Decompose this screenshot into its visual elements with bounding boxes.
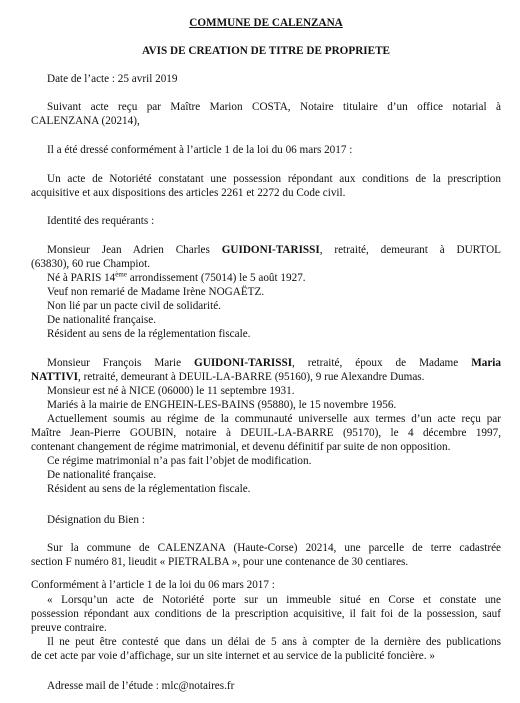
conforme-line: Conformément à l’article 1 de la loi du 06 mars 2017 : [31, 579, 275, 591]
notoriete-line: Un acte de Notoriété constatant une possession répondant aux conditions de la prescription [47, 173, 501, 185]
notoriete-paragraph [31, 172, 501, 200]
person2-no-change: Ce régime matrimonial n’a pas fait l’objet de modification. [47, 455, 312, 467]
intro-line: CALENZANA (20214), [31, 115, 140, 127]
quote-line: preuve contraire. [31, 622, 107, 634]
quote-line: possession répondant aux conditions de la prescription acquisitive, il fait foi de la possession, sauf [31, 608, 501, 620]
person2-address: NATTIVI, retraité, demeurant à DEUIL-LA-BARRE (95160), 9 rue Alexandre Dumas. [31, 371, 425, 383]
act-date: Date de l’acte : 25 avril 2019 [47, 73, 178, 85]
person2-regime: Actuellement soumis au régime de la communauté universelle aux termes d’un acte reçu par [47, 413, 501, 425]
person2-surname: GUIDONI-TARISSI [194, 357, 293, 369]
spouse-first-name: Maria [471, 357, 502, 369]
person1-address: (63830), 60 rue Champiot. [31, 258, 151, 270]
notoriete-line: acquisitive et aux dispositions des articles 2261 et 2272 du Code civil. [31, 187, 346, 199]
person2-birth: Monsieur est né à NICE (06000) le 11 septembre 1931. [47, 385, 295, 397]
bien-line: Sur la commune de CALENZANA (Haute-Corse) 20214, une parcelle de terre cadastrée [47, 542, 501, 554]
person1-block [31, 243, 501, 341]
person2-line: Monsieur François Marie GUIDONI-TARISSI, retraité, époux de Madame Maria [47, 357, 502, 369]
person1-nationality: De nationalité française. [47, 314, 157, 326]
commune-heading: COMMUNE DE CALENZANA [189, 17, 343, 29]
dresse-line: Il a été dressé conformément à l’article 1 de la loi du 06 mars 2017 : [47, 144, 353, 156]
identite-label: Identité des requérants : [47, 215, 155, 227]
person2-block [31, 356, 501, 496]
quote-line: de cet acte par voie d’affichage, sur un site internet et au service de la publicité foncière. » [31, 650, 435, 662]
person1-line: Monsieur Jean Adrien Charles GUIDONI-TARISSI, retraité, demeurant à DURTOL [47, 244, 501, 256]
quote-line: « Lorsqu’un acte de Notoriété porte sur un immeuble situé en Corse et constate une [47, 594, 501, 606]
notice-title: AVIS DE CREATION DE TITRE DE PROPRIETE [141, 45, 391, 57]
person2-regime: Maître Jean-Pierre GOUBIN, notaire à DEUIL-LA-BARRE (95170), le 4 décembre 1997, [31, 427, 501, 439]
quote-paragraph [31, 593, 501, 663]
intro-paragraph [31, 100, 501, 128]
email-line: Adresse mail de l’étude : mlc@notaires.fr [47, 680, 235, 692]
person2-nationality: De nationalité française. [47, 469, 157, 481]
bien-line: section F numéro 81, lieudit « PIETRALBA », pour une contenance de 30 centiares. [31, 556, 409, 568]
quote-line: Il ne peut être contesté que dans un délai de 5 ans à compter de la dernière des publications [47, 636, 501, 648]
person1-marital: Veuf non remarié de Madame Irène NOGAËTZ. [47, 286, 265, 298]
person2-regime: contenant changement de régime matrimonial, et devenu définitif par suite de non opposition. [31, 441, 451, 453]
person1-pacs: Non lié par un pacte civil de solidarité. [47, 300, 221, 312]
spouse-last-name: NATTIVI [31, 371, 79, 383]
person1-surname: GUIDONI-TARISSI [221, 244, 320, 256]
person1-birth: Né à PARIS 14ème arrondissement (75014) le 5 août 1927. [47, 270, 306, 284]
person2-marriage: Mariés à la mairie de ENGHEIN-LES-BAINS (95880), le 15 novembre 1956. [47, 399, 397, 411]
bien-paragraph [31, 541, 501, 569]
bien-label: Désignation du Bien : [47, 514, 145, 526]
person2-resident: Résident au sens de la réglementation fiscale. [47, 483, 251, 495]
intro-line: Suivant acte reçu par Maître Marion COSTA, Notaire titulaire d’un office notarial à [47, 101, 501, 113]
person1-resident: Résident au sens de la réglementation fiscale. [47, 328, 251, 340]
